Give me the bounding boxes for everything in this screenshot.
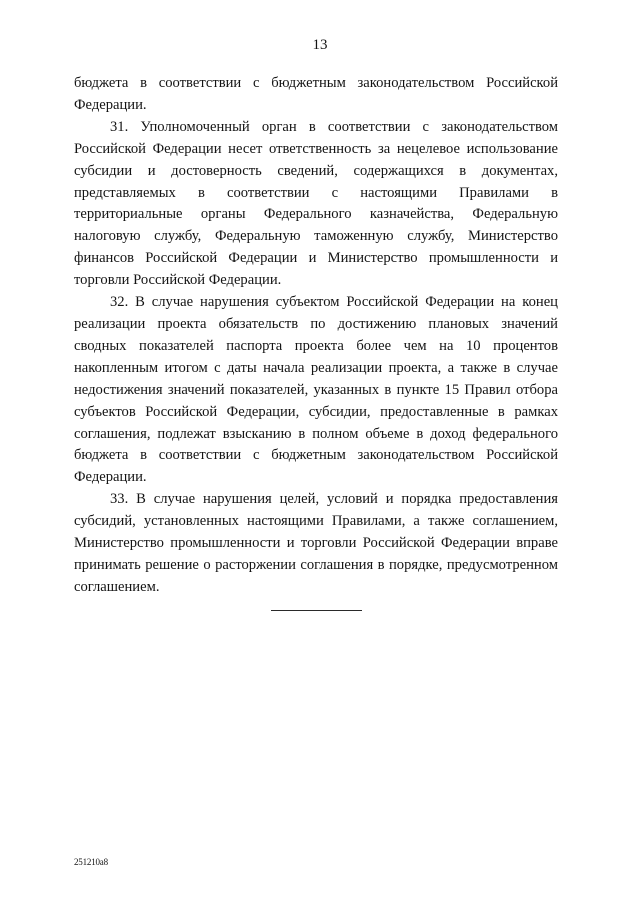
paragraph-clause-33: 33. В случае нарушения целей, условий и порядка предоставления субсидий, установленных настоящими Правилами, а также соглашением, Министерство промышленности и торговли Российской Федерации вправе принимать решение о расторжении соглашения в порядке, предусмотренном соглашением. xyxy=(74,491,558,595)
document-body xyxy=(74,73,558,599)
end-of-document-rule xyxy=(271,610,362,611)
paragraph-clause-32: 32. В случае нарушения субъектом Российской Федерации на конец реализации проекта обязательств по достижению плановых значений сводных показателей паспорта проекта более чем на 10 процентов накопленным итогом с даты начала реализации проекта, а также в случае недостижения значений показателей, указанных в пункте 15 Правил отбора субъектов Российской Федерации, субсидии, предоставленные в рамках соглашения, подлежат взысканию в полном объеме в доход федерального бюджета в соответствии с бюджетным законодательством Российской Федерации. xyxy=(74,294,558,486)
paragraph-clause-31: 31. Уполномоченный орган в соответствии с законодательством Российской Федерации несет ответственность за нецелевое использование субсидии и достоверность сведений, содержащихся в документах, представляемых в соответствии с настоящими Правилами в территориальные органы Федерального казначейства, Федеральную налоговую службу, Федеральную таможенную службу, Министерство финансов Российской Федерации и Министерство промышленности и торговли Российской Федерации. xyxy=(74,118,558,289)
document-code: 251210a8 xyxy=(74,857,108,867)
page-number: 13 xyxy=(312,37,328,53)
paragraph-continuation: бюджета в соответствии с бюджетным законодательством Российской Федерации. xyxy=(74,75,558,113)
